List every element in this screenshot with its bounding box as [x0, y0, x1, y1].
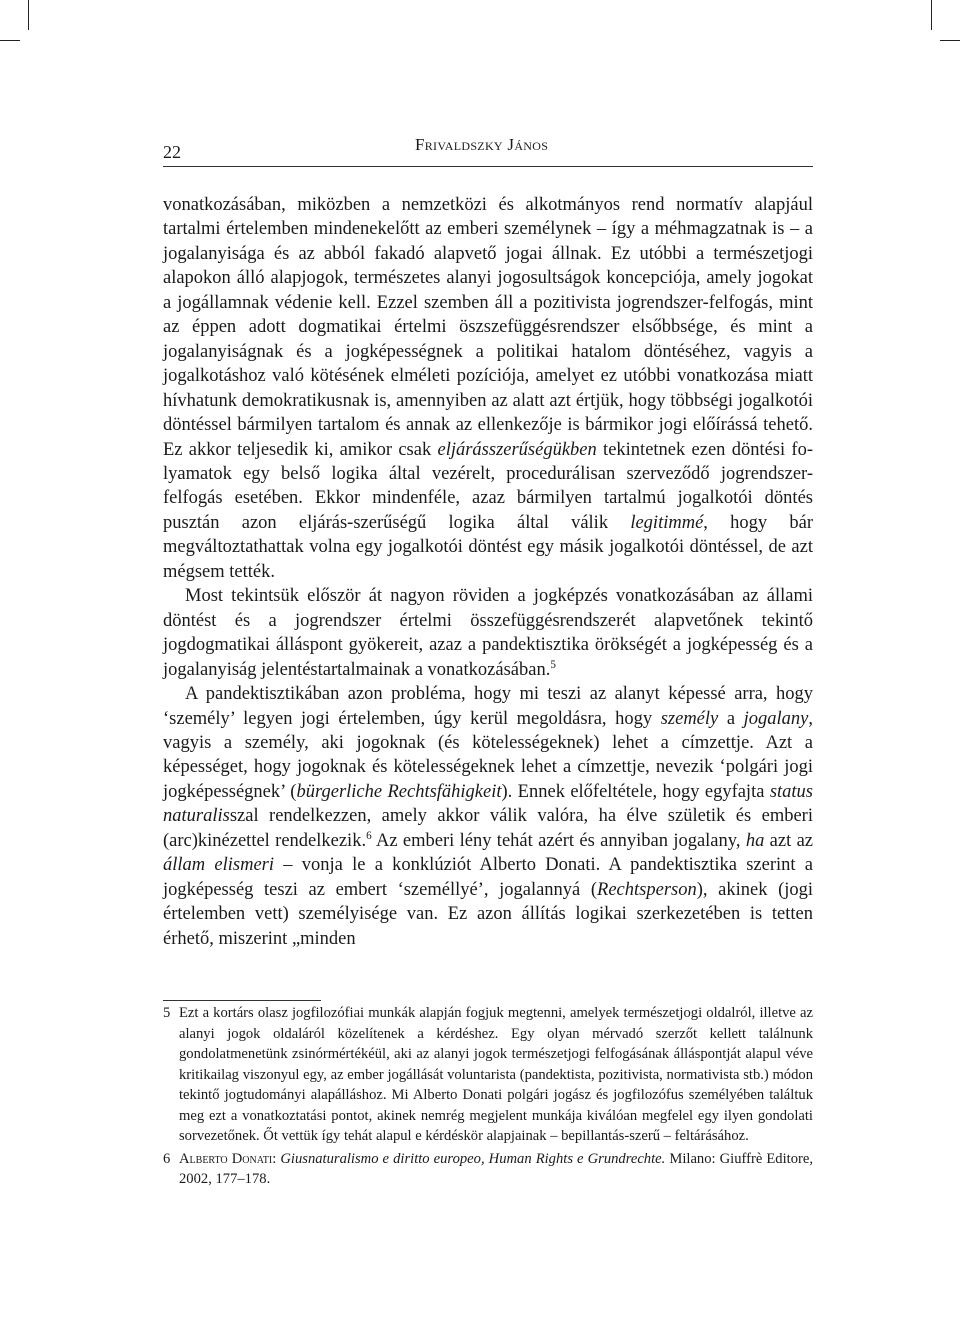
emphasis: személy — [660, 708, 719, 729]
citation-title: Giusnaturalismo e diritto europeo, Human Rights e Grundrechte. — [280, 1150, 666, 1167]
page-number: 22 — [163, 142, 181, 162]
footnote-5 — [163, 1003, 813, 1147]
text-run: , vagyis a személy, aki jogoknak (és kötelességeknek) lehet a címzettje. Azt a képességet, hogy jogoknak és kötelességeknek lehet a címzettje, nevezik ‘polgári jogi jogképességnek’ ( — [163, 708, 813, 802]
citation-details: Milano: Giuffrè Editore, 2002, 177–178. — [179, 1150, 813, 1187]
crop-mark — [931, 0, 932, 30]
footnote-text: Ezt a kortárs olasz jogfilozófiai munkák alapján fogjuk megtenni, amelyek természetjogi oldalról, illetve az alanyi jogok oldaláról közelítenek a kérdéshez. Egy olyan mérvadó szerzőt kellett találnunk gondolatmenetünk zsinórmértékéül, aki az alanyi jogok természetjogi felfogásának álláspontját alapul véve kritikailag viszonyul egy, az ember jogállását voluntarista (pandektista, pozitivista, normativista stb.) módon tekintő jogtudományi alapálláshoz. Mi Alberto Donati polgári jogász és jogfilozófus személyében találtuk meg ezt a vonatkoztatási pontot, akinek nemrég megjelent munkája kiválóan megfelel egy ilyen gondolati sorvezetőnek. Őt vettük így tehát alapul e kérdéskör alapjainak – bepillantás-szerű – feltárásához. — [179, 1005, 813, 1144]
text-run: azt az — [764, 830, 814, 851]
emphasis: status naturalis — [163, 781, 813, 827]
text-run: Az emberi lény tehát azért és annyiban jogalany, — [371, 830, 746, 851]
text-run: Most tekintsük először át nagyon röviden a jogképzés vonatkozásában az állami döntést és a jogrendszer értelmi összefüggésrendszerét alapvetőnek tekintő jogdogmatikai álláspont gyökereit, azaz a pandektisztika örökségét a jogképesség és a jogalanyiság jelentéstartalmainak a vonatkozásában. — [163, 586, 813, 680]
footnote-6 — [163, 1149, 813, 1190]
text-run: , hogy bár megváltoztathattak volna egy jogalkotói döntést egy másik jogalkotói döntéssel, de azt mégsem tették. — [163, 512, 814, 582]
emphasis: legitimmé — [630, 512, 704, 533]
text-run: szal rendelkezzen, amely akkor válik valóra, ha élve születik és emberi (arc)kinézettel rendelkezik. — [163, 806, 813, 851]
footnote-ref: 6 — [366, 829, 372, 842]
crop-mark — [28, 0, 29, 30]
footnote-number: 6 — [163, 1150, 171, 1167]
citation-author: Alberto Donati — [179, 1150, 273, 1167]
paragraph-3 — [163, 682, 813, 951]
text-run: ), akinek (jogi értelemben vett) személyisége van. Ez azon állítás logikai szerkezetében is tetten érhető, miszerint „minden — [163, 879, 814, 949]
footnote-separator — [163, 1000, 321, 1001]
paragraph-1 — [163, 193, 813, 584]
emphasis: jogalany — [743, 708, 809, 729]
text-run: A pandektisztikában azon probléma, hogy mi teszi az alanyt képessé arra, hogy ‘személy’ legyen jogi értelemben, úgy kerül megoldásra, hogy — [163, 684, 813, 729]
paragraph-2 — [163, 584, 813, 682]
emphasis: állam elismeri — [163, 855, 274, 876]
running-head: Frivaldszky János — [415, 135, 549, 154]
footnote-ref: 5 — [550, 658, 556, 671]
text-run: vonatkozásában, miközben a nemzetközi és alkotmányos rend normatív alapjául tartalmi értelemben mindenekelőtt az emberi személynek – így a méhmagzatnak is – a jogalanyisága és az abból fakadó alapvető jogai állnak. Ez utóbbi a természetjogi alapokon álló alapjogok, természetes alanyi jogosultságok koncepciója, amely jogokat a jogállamnak védenie kell. Ezzel szemben áll a pozitivista jogrendszer-felfogás, mint az éppen adott dogmatikai értelmi öszszefüggésrendszer elsőbbsége, és mint a jogalanyiságnak és a jogképességnek a politikai hatalom döntéséhez, vagyis a jogalkotáshoz való kötésének elméleti pozíciója, amelyet ez utóbbi vonatkozása miatt hívhatunk demokratikusnak is, amennyiben az alatt azt értjük, hogy többségi jogalkotói döntéssel bármilyen tartalom és annak az ellenkezője is bármikor jogi előírássá tehető. Ez akkor teljesedik ki, amikor csak — [163, 195, 813, 460]
emphasis: Rechtsperson — [597, 879, 697, 900]
text-run: tekintetnek ezen döntési folyamatok egy belső logika által vezérelt, procedurálisan szerveződő jogrendszer-felfogás esetében. Ekkor mindenféle, azaz bármilyen tartalmú jogalkotói döntés pusztán azon eljárás-szerűségű logika által válik — [163, 439, 813, 533]
page-header — [163, 132, 813, 167]
text-run: a — [718, 708, 744, 729]
body-text — [163, 193, 813, 951]
crop-mark — [0, 40, 20, 41]
crop-mark — [940, 40, 960, 41]
text-run: – vonja le a konklúziót Alberto Donati. A pandektisztika szerint a jogképesség teszi az embert ‘személlyé’, jogalannyá ( — [163, 855, 813, 900]
text-run: : — [272, 1150, 281, 1167]
footnote-number: 5 — [163, 1005, 171, 1021]
emphasis: eljárásszerűségükben — [437, 439, 597, 460]
emphasis: ha — [745, 830, 765, 851]
footnotes — [163, 1003, 813, 1190]
emphasis: bürgerliche Rechtsfähigkeit — [296, 781, 502, 802]
text-run: ). Ennek előfeltétele, hogy egyfajta — [501, 781, 770, 802]
